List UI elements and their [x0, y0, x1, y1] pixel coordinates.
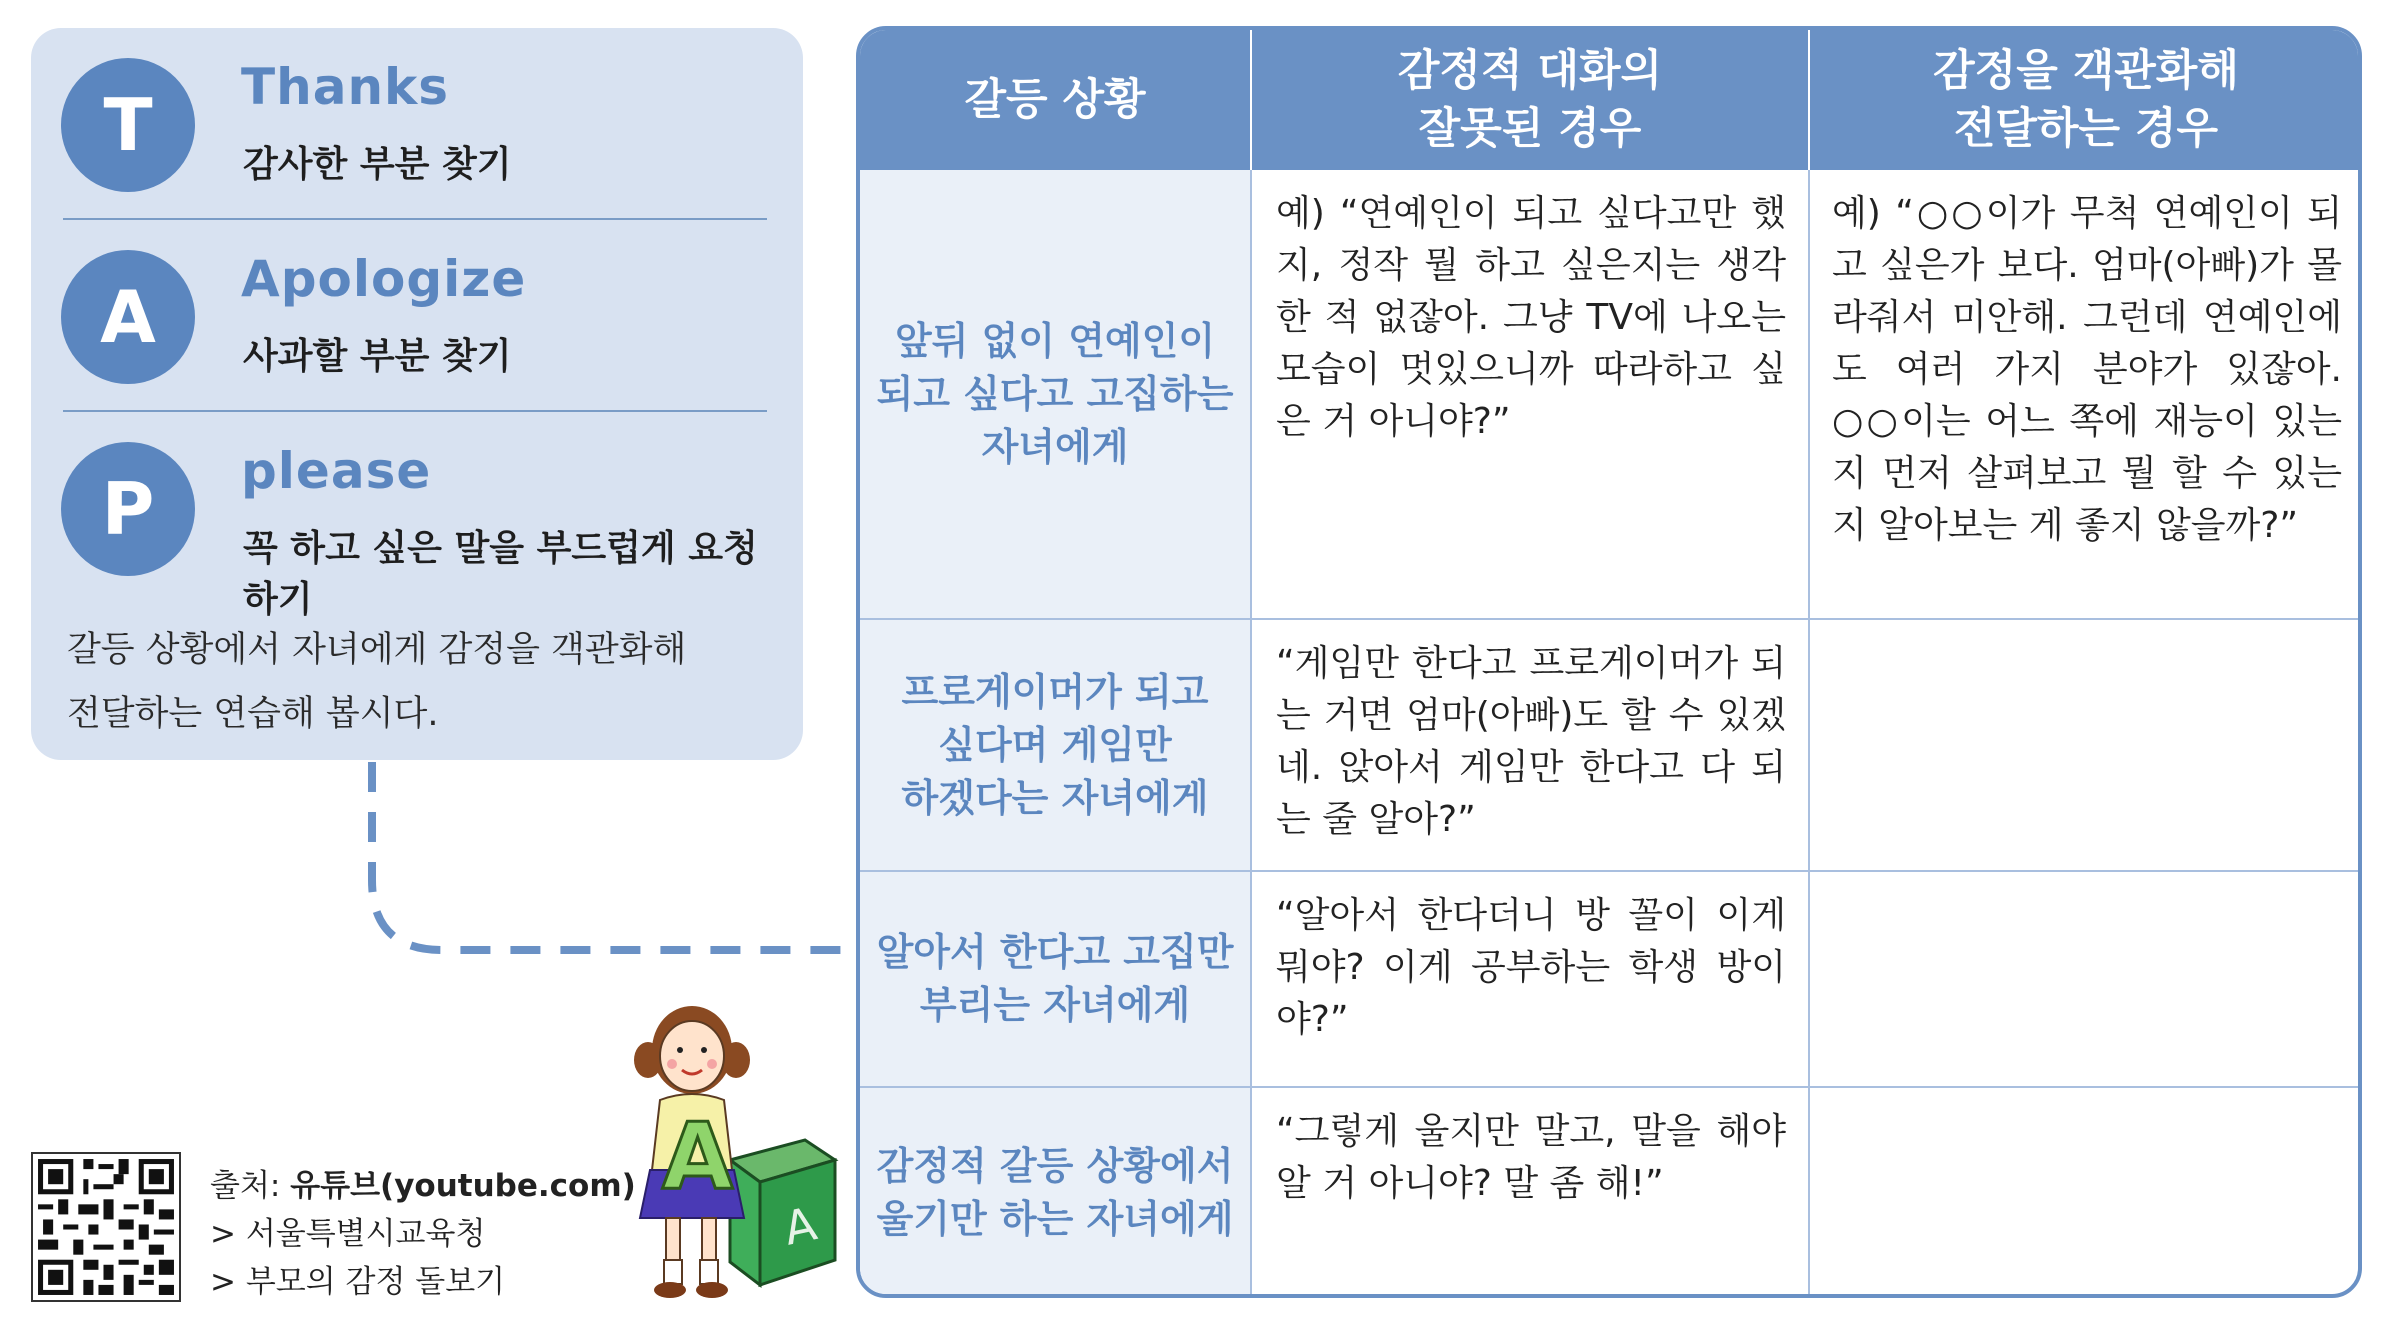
- source-line: [210, 1162, 636, 1210]
- situation-cell: 프로게이머가 되고 싶다며 게임만 하겠다는 자녀에게: [860, 620, 1250, 870]
- bad-case-cell: “알아서 한다더니 방 꼴이 이게 뭐야? 이게 공부하는 학생 방이야?”: [1250, 872, 1808, 1086]
- svg-text:A: A: [779, 1196, 822, 1256]
- tap-word-thanks: Thanks: [241, 58, 450, 116]
- tap-word-apologize: Apologize: [241, 250, 527, 308]
- girl-with-blocks-illustration: [620, 990, 840, 1310]
- table-row: [860, 870, 2358, 1086]
- tap-desc-apologize: 사과할 부분 찾기: [243, 336, 512, 377]
- tap-desc-please: 꼭 하고 싶은 말을 부드럽게 요청하기: [243, 528, 758, 620]
- table-header: [860, 30, 2358, 170]
- header-situation: 갈등 상황: [964, 75, 1146, 125]
- tap-letter-a: A: [61, 250, 195, 384]
- svg-text:A: A: [662, 1103, 734, 1210]
- qr-code-icon: [33, 1154, 179, 1300]
- tap-word-please: please: [241, 442, 432, 500]
- tap-letter-t: T: [61, 58, 195, 192]
- source-label: 출처:: [210, 1168, 291, 1204]
- bad-case-cell: “게임만 한다고 프로게이머가 되는 거면 엄마(아빠)도 할 수 있겠네. 앉아서 게임만 한다고 다 되는 줄 알아?”: [1250, 620, 1808, 870]
- tap-letter-p: P: [61, 442, 195, 576]
- situation-cell: 앞뒤 없이 연예인이 되고 싶다고 고집하는 자녀에게: [860, 170, 1250, 618]
- good-case-cell: [1808, 620, 2362, 870]
- source-site: 유튜브(youtube.com): [290, 1168, 636, 1204]
- table-row: [860, 618, 2358, 870]
- bad-case-cell: 예) “연예인이 되고 싶다고만 했지, 정작 뭘 하고 싶은지는 생각한 적 없잖아. 그냥 TV에 나오는 모습이 멋있으니까 따라하고 싶은 거 아니야?”: [1250, 170, 1808, 618]
- table-row: [860, 1086, 2358, 1298]
- situation-cell: 알아서 한다고 고집만 부리는 자녀에게: [860, 872, 1250, 1086]
- conflict-table: [856, 26, 2362, 1298]
- qr-code[interactable]: [31, 1152, 181, 1302]
- letter-block-icon: [730, 1140, 835, 1285]
- source-info: [210, 1162, 636, 1306]
- good-case-cell: [1808, 872, 2362, 1086]
- header-good-case: 감정을 객관화해 전달하는 경우: [1808, 30, 2362, 170]
- good-case-cell: [1808, 1088, 2362, 1298]
- good-case-cell: 예) “○○이가 무척 연예인이 되고 싶은가 보다. 엄마(아빠)가 몰라줘서 미안해. 그런데 연예인에도 여러 가지 분야가 있잖아. ○○이는 어느 쪽에 재능이 있는지 먼저 살펴보고 뭘 할 수 있는지 알아보는 게 좋지 않을까?”: [1808, 170, 2362, 618]
- bad-case-cell: “그렇게 울지만 말고, 말을 해야 알 거 아니야? 말 좀 해!”: [1250, 1088, 1808, 1298]
- source-path-2: > 부모의 감정 돌보기: [210, 1264, 506, 1300]
- tap-desc-thanks: 감사한 부분 찾기: [243, 144, 512, 185]
- situation-cell: 감정적 갈등 상황에서 울기만 하는 자녀에게: [860, 1088, 1250, 1298]
- tap-note: 갈등 상황에서 자녀에게 감정을 객관화해 전달하는 연습해 봅시다.: [67, 630, 687, 734]
- table-row: [860, 170, 2358, 618]
- header-bad-case: 감정적 대화의 잘못된 경우: [1250, 30, 1808, 170]
- source-path-1: > 서울특별시교육청: [210, 1216, 486, 1252]
